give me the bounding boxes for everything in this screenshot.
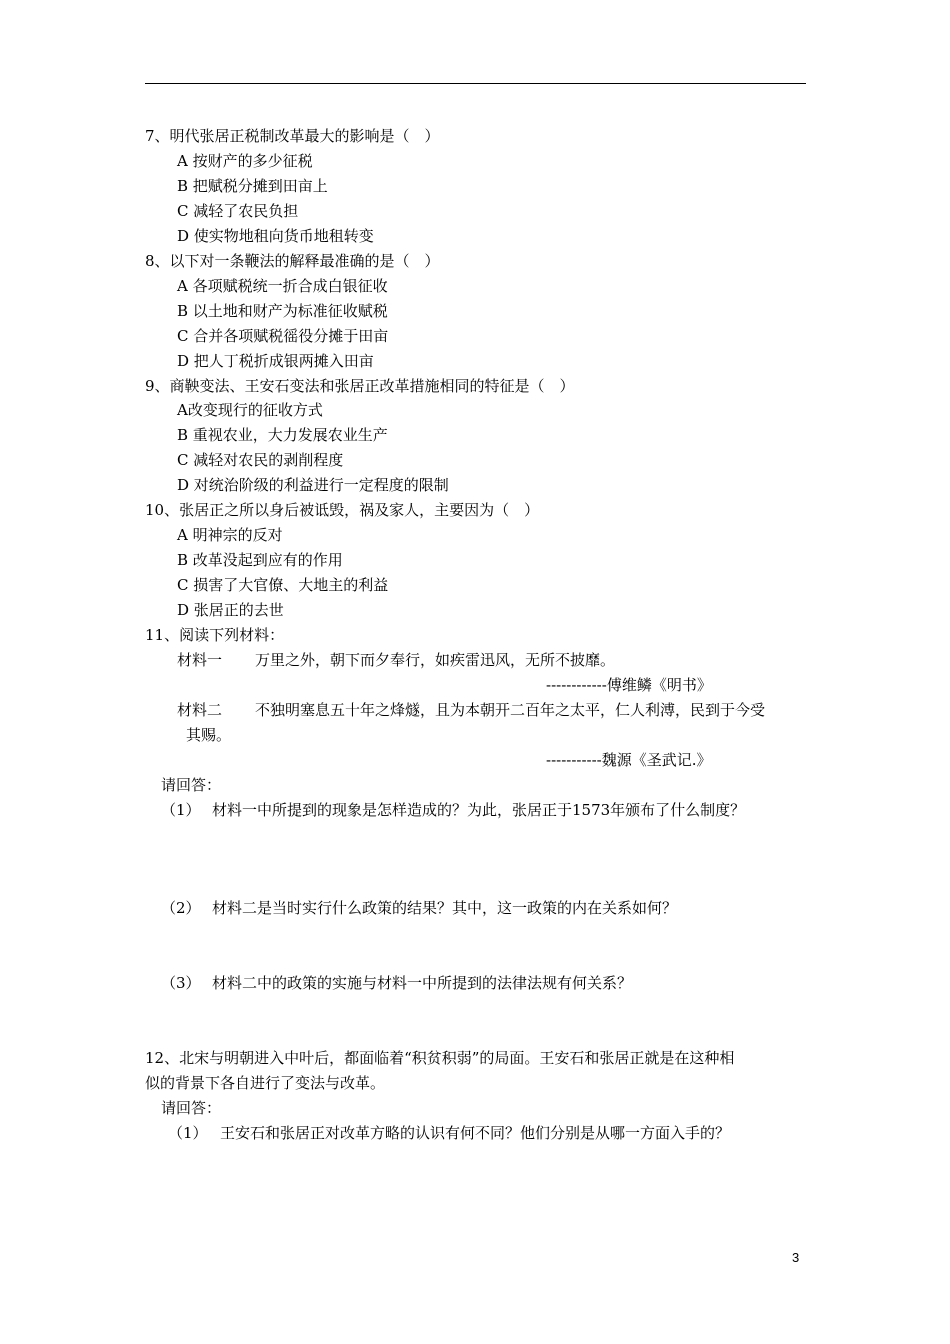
material-1-source: ------------傅维鳞《明书》 bbox=[546, 676, 712, 694]
question-8-option-a: A 各项赋税统一折合成白银征收 bbox=[177, 277, 388, 295]
question-8-stem: 8、以下对一条鞭法的解释最准确的是（ ） bbox=[145, 252, 440, 270]
question-11-sub-2-number: （2） bbox=[161, 899, 201, 917]
question-11-sub-3-number: （3） bbox=[161, 974, 201, 992]
question-12-stem-line-1: 12、北宋与明朝进入中叶后，都面临着“积贫积弱”的局面。王安石和张居正就是在这种相 bbox=[145, 1049, 735, 1067]
question-7-option-c: C 减轻了农民负担 bbox=[177, 202, 299, 220]
material-2-text-line-2: 其赐。 bbox=[186, 726, 232, 744]
question-9-option-d: D 对统治阶级的利益进行一定程度的限制 bbox=[177, 476, 449, 494]
question-12-sub-1-text: 王安石和张居正对改革方略的认识有何不同？他们分别是从哪一方面入手的？ bbox=[220, 1124, 731, 1142]
question-10-option-b: B 改革没起到应有的作用 bbox=[177, 551, 343, 569]
material-1-label: 材料一 bbox=[177, 651, 223, 669]
question-10-option-a: A 明神宗的反对 bbox=[177, 526, 283, 544]
question-8-option-c: C 合并各项赋税徭役分摊于田亩 bbox=[177, 327, 389, 345]
question-7-option-a: A 按财产的多少征税 bbox=[177, 152, 313, 170]
question-11-sub-3-text: 材料二中的政策的实施与材料一中所提到的法律法规有何关系？ bbox=[212, 974, 633, 992]
question-11-sub-1-number: （1） bbox=[161, 801, 201, 819]
question-11-sub-2-text: 材料二是当时实行什么政策的结果？其中，这一政策的内在关系如何？ bbox=[212, 899, 678, 917]
question-10-option-c: C 损害了大官僚、大地主的利益 bbox=[177, 576, 389, 594]
question-9-stem: 9、商鞅变法、王安石变法和张居正改革措施相同的特征是（ ） bbox=[145, 377, 575, 395]
material-2-source: -----------魏源《圣武记.》 bbox=[546, 751, 712, 769]
page-number: 3 bbox=[792, 1250, 800, 1265]
question-10-stem: 10、张居正之所以身后被诋毁，祸及家人，主要因为（ ） bbox=[145, 501, 540, 519]
question-9-option-c: C 减轻对农民的剥削程度 bbox=[177, 451, 344, 469]
question-10-option-d: D 张居正的去世 bbox=[177, 601, 284, 619]
question-7-option-b: B 把赋税分摊到田亩上 bbox=[177, 177, 328, 195]
question-11-stem: 11、阅读下列材料： bbox=[145, 626, 285, 644]
material-1-text: 万里之外，朝下而夕奉行，如疾雷迅风，无所不披靡。 bbox=[255, 651, 616, 669]
question-12-stem-line-2: 似的背景下各自进行了变法与改革。 bbox=[145, 1074, 386, 1092]
question-11-prompt: 请回答： bbox=[161, 776, 222, 794]
question-9-option-b: B 重视农业，大力发展农业生产 bbox=[177, 426, 388, 444]
question-8-option-b: B 以土地和财产为标准征收赋税 bbox=[177, 302, 388, 320]
material-2-text-line-1: 不独明塞息五十年之烽燧，且为本朝开二百年之太平，仁人利溥，民到于今受 bbox=[255, 701, 766, 719]
question-11-sub-1-text: 材料一中所提到的现象是怎样造成的？为此，张居正于1573年颁布了什么制度？ bbox=[212, 801, 746, 819]
question-7-option-d: D 使实物地租向货币地租转变 bbox=[177, 227, 374, 245]
question-12-sub-1-number: （1） bbox=[168, 1124, 208, 1142]
question-12-prompt: 请回答： bbox=[161, 1099, 222, 1117]
material-2-label: 材料二 bbox=[177, 701, 223, 719]
question-9-option-a: A改变现行的征收方式 bbox=[177, 401, 323, 419]
question-8-option-d: D 把人丁税折成银两摊入田亩 bbox=[177, 352, 374, 370]
header-rule bbox=[145, 83, 806, 84]
question-7-stem: 7、明代张居正税制改革最大的影响是（ ） bbox=[145, 127, 440, 145]
